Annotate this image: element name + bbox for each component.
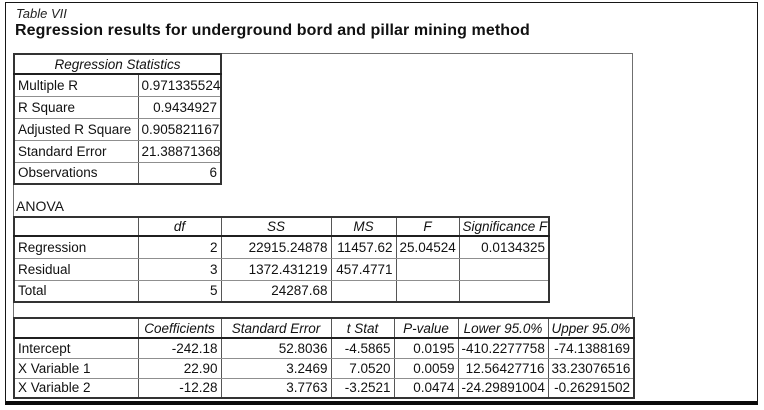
- coef-value: -74.1388169: [548, 338, 634, 358]
- coef-col-header-lower-95: Lower 95.0%: [458, 318, 548, 338]
- stat-label: Standard Error: [14, 140, 138, 162]
- coef-value: -24.29891004: [458, 378, 548, 398]
- coef-col-header: [14, 318, 138, 338]
- stat-label: Multiple R: [14, 74, 138, 96]
- coef-value: -0.26291502: [548, 378, 634, 398]
- table-row: [14, 378, 634, 398]
- coef-col-header-t-stat: t Stat: [331, 318, 394, 338]
- coef-value: 0.0059: [394, 358, 458, 378]
- coef-row-label: Intercept: [14, 338, 138, 358]
- anova-value: 11457.62: [331, 236, 396, 258]
- anova-row-label: Residual: [14, 258, 138, 280]
- anova-value: [459, 280, 549, 302]
- table-title: Regression results for underground bord and pillar mining method: [15, 22, 530, 39]
- anova-value: [459, 258, 549, 280]
- coef-value: 52.8036: [221, 338, 331, 358]
- anova-value: 3: [138, 258, 221, 280]
- stat-label: Observations: [14, 162, 138, 184]
- stat-value: 0.971335524: [138, 74, 221, 96]
- table-row: [14, 96, 221, 118]
- coef-col-header-coefficients: Coefficients: [138, 318, 221, 338]
- table-row: [14, 162, 221, 184]
- coef-col-header-standard-error: Standard Error: [221, 318, 331, 338]
- anova-col-header-df: df: [138, 217, 221, 236]
- coef-col-header-upper-95: Upper 95.0%: [548, 318, 634, 338]
- regstats-header: Regression Statistics: [14, 54, 221, 74]
- table-caption-label: Table VII: [16, 6, 67, 21]
- stat-value: 0.905821167: [138, 118, 221, 140]
- stat-label: Adjusted R Square: [14, 118, 138, 140]
- anova-value: [331, 280, 396, 302]
- anova-value: 22915.24878: [221, 236, 331, 258]
- coef-value: -3.2521: [331, 378, 394, 398]
- table-row: [14, 236, 549, 258]
- anova-col-header-significance-f: Significance F: [459, 217, 549, 236]
- coef-value: 3.2469: [221, 358, 331, 378]
- anova-value: 0.0134325: [459, 236, 549, 258]
- anova-col-header-ss: SS: [221, 217, 331, 236]
- coef-value: -4.5865: [331, 338, 394, 358]
- table-row: [14, 118, 221, 140]
- table-row: [14, 318, 634, 338]
- table-row: [14, 280, 549, 302]
- table-row: [14, 74, 221, 96]
- table-row: [14, 54, 221, 74]
- coef-value: -12.28: [138, 378, 221, 398]
- anova-value: 1372.431219: [221, 258, 331, 280]
- table-row: [14, 338, 634, 358]
- table-row: [14, 358, 634, 378]
- table-row: [14, 258, 549, 280]
- stat-value: 0.9434927: [138, 96, 221, 118]
- anova-col-header: [14, 217, 138, 236]
- anova-col-header-ms: MS: [331, 217, 396, 236]
- table-row: [14, 140, 221, 162]
- coef-value: 3.7763: [221, 378, 331, 398]
- coef-value: 12.56427716: [458, 358, 548, 378]
- anova-value: [396, 280, 459, 302]
- anova-value: 5: [138, 280, 221, 302]
- coef-value: 33.23076516: [548, 358, 634, 378]
- coef-value: -242.18: [138, 338, 221, 358]
- anova-value: 2: [138, 236, 221, 258]
- coef-value: 0.0195: [394, 338, 458, 358]
- stat-value: 21.38871368: [138, 140, 221, 162]
- anova-value: 457.4771: [331, 258, 396, 280]
- coef-value: 7.0520: [331, 358, 394, 378]
- anova-value: 25.04524: [396, 236, 459, 258]
- coef-value: 0.0474: [394, 378, 458, 398]
- coef-value: -410.2277758: [458, 338, 548, 358]
- coef-row-label: X Variable 2: [14, 378, 138, 398]
- anova-section-label: ANOVA: [16, 198, 64, 214]
- table-row: [14, 217, 549, 236]
- coefficients-table: [13, 317, 635, 399]
- anova-row-label: Regression: [14, 236, 138, 258]
- anova-col-header-f: F: [396, 217, 459, 236]
- coef-value: 22.90: [138, 358, 221, 378]
- anova-value: [396, 258, 459, 280]
- coef-row-label: X Variable 1: [14, 358, 138, 378]
- stat-label: R Square: [14, 96, 138, 118]
- anova-table: [13, 216, 550, 303]
- stat-value: 6: [138, 162, 221, 184]
- anova-value: 24287.68: [221, 280, 331, 302]
- regression-statistics-table: [13, 53, 222, 185]
- coef-col-header-p-value: P-value: [394, 318, 458, 338]
- anova-row-label: Total: [14, 280, 138, 302]
